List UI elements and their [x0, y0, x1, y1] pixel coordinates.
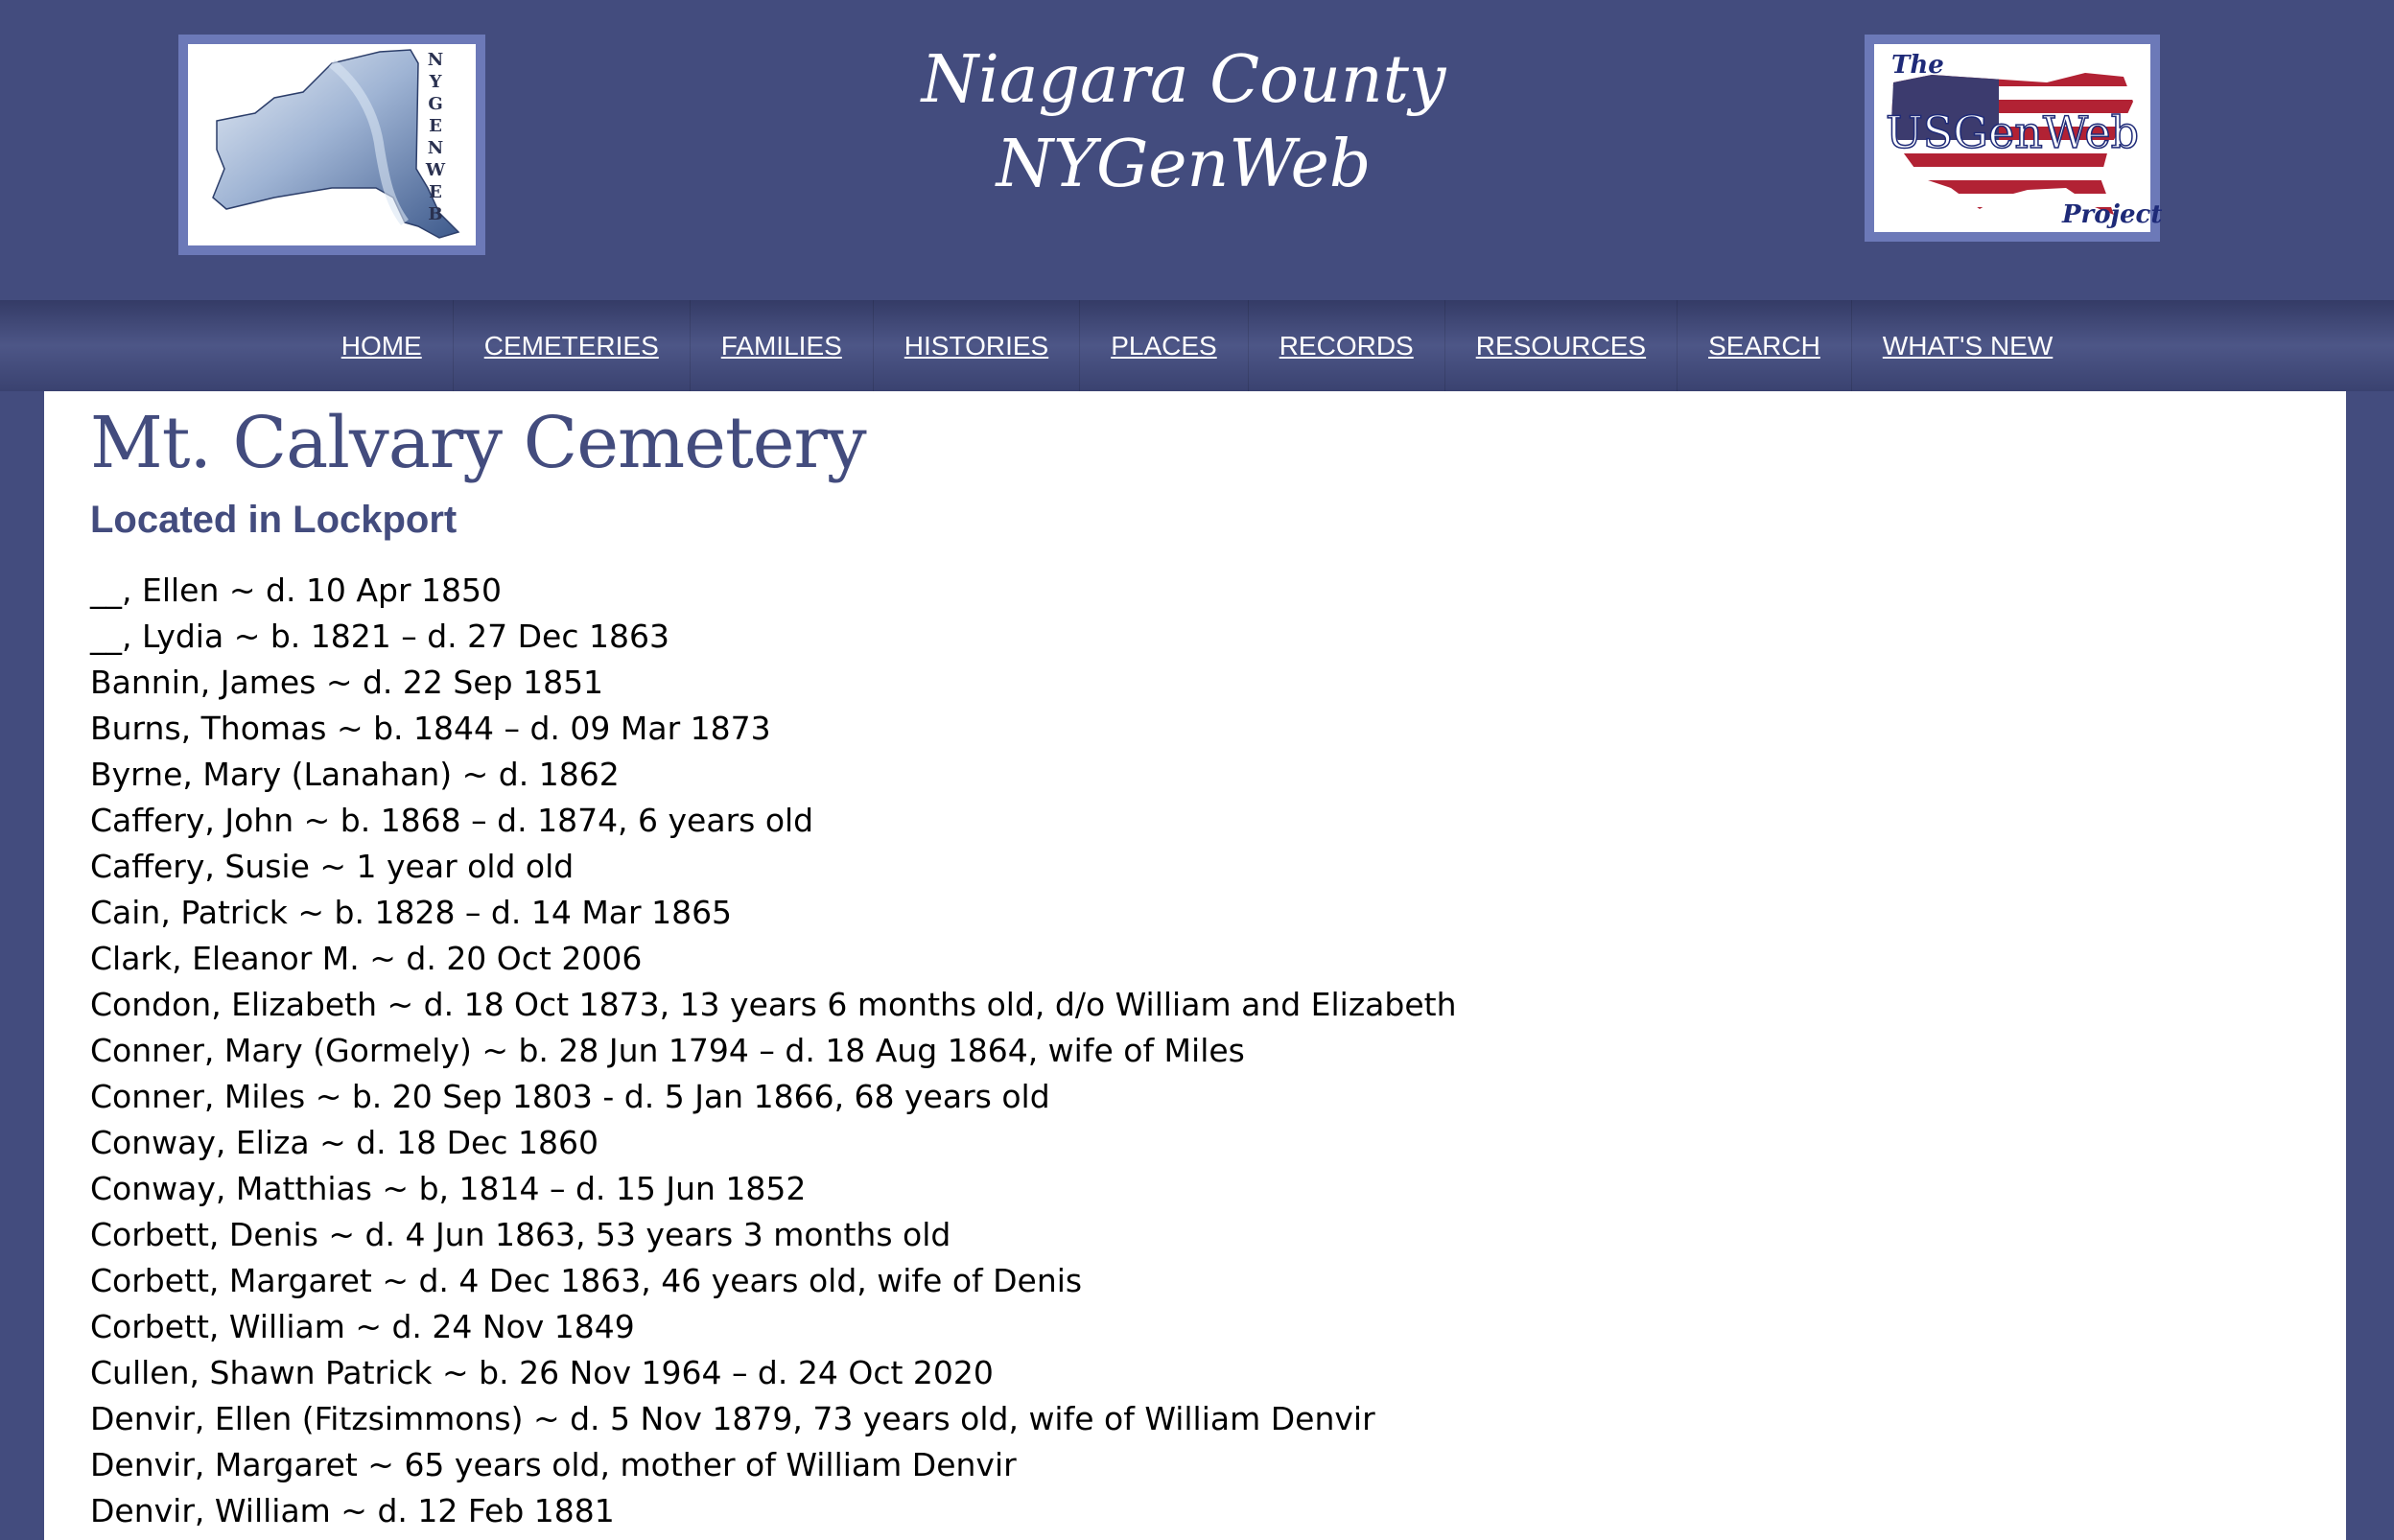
burial-entry: Condon, Elizabeth ~ d. 18 Oct 1873, 13 years 6 months old, d/o William and Elizabeth — [90, 986, 1457, 1023]
site-title — [671, 38, 1696, 207]
burial-entry: __, Lydia ~ b. 1821 – d. 27 Dec 1863 — [90, 618, 669, 655]
burial-entry: Corbett, William ~ d. 24 Nov 1849 — [90, 1308, 635, 1345]
nav-home[interactable]: HOME — [340, 331, 422, 361]
nav-cemeteries[interactable]: CEMETERIES — [453, 300, 690, 391]
usgenweb-logo-link[interactable] — [1865, 35, 2163, 242]
burial-entry: Conner, Mary (Gormely) ~ b. 28 Jun 1794 – d. 18 Aug 1864, wife of Miles — [90, 1032, 1245, 1069]
usgenweb-logo — [1874, 44, 2163, 232]
page-subtitle: Located in Lockport — [90, 499, 458, 541]
nav-whats-new[interactable]: WHAT'S NEW — [1851, 300, 2083, 391]
burial-list — [90, 568, 1457, 1534]
svg-text:B: B — [428, 204, 443, 224]
usgenweb-logo-the: The — [1891, 51, 1944, 80]
burial-entry: __, Ellen ~ d. 10 Apr 1850 — [90, 572, 502, 609]
burial-entry: Clark, Eleanor M. ~ d. 20 Oct 2006 — [90, 940, 643, 977]
svg-text:E: E — [429, 116, 442, 136]
nav-search[interactable]: SEARCH — [1677, 300, 1851, 391]
nav-resources[interactable]: RESOURCES — [1444, 300, 1677, 391]
svg-text:W: W — [425, 160, 446, 180]
svg-text:G: G — [428, 94, 443, 114]
burial-entry: Corbett, Margaret ~ d. 4 Dec 1863, 46 years old, wife of Denis — [90, 1262, 1083, 1299]
burial-entry: Corbett, Denis ~ d. 4 Jun 1863, 53 years 3 months old — [90, 1216, 951, 1253]
burial-entry: Burns, Thomas ~ b. 1844 – d. 09 Mar 1873 — [90, 710, 771, 747]
nygenweb-logo — [188, 44, 476, 245]
page-title: Mt. Calvary Cemetery — [90, 402, 866, 484]
usgenweb-flag-map-graphic — [1874, 44, 2163, 232]
nav-records[interactable]: RECORDS — [1248, 300, 1444, 391]
burial-entry: Cullen, Shawn Patrick ~ b. 26 Nov 1964 – d. 24 Oct 2020 — [90, 1354, 994, 1391]
usgenweb-logo-project: Project — [2062, 200, 2163, 229]
main-nav-bar — [0, 300, 2394, 391]
burial-entry: Conway, Matthias ~ b, 1814 – d. 15 Jun 1852 — [90, 1170, 807, 1207]
site-header — [0, 0, 2394, 300]
burial-entry: Denvir, William ~ d. 12 Feb 1881 — [90, 1492, 615, 1529]
burial-entry: Conway, Eliza ~ d. 18 Dec 1860 — [90, 1124, 598, 1161]
site-title-line2: NYGenWeb — [996, 127, 1372, 202]
svg-text:E: E — [429, 182, 442, 202]
nav-families[interactable]: FAMILIES — [690, 300, 873, 391]
burial-entry: Denvir, Margaret ~ 65 years old, mother of William Denvir — [90, 1446, 1017, 1483]
main-nav — [0, 300, 2394, 391]
burial-entry: Caffery, John ~ b. 1868 – d. 1874, 6 years old — [90, 802, 814, 839]
nav-places[interactable]: PLACES — [1079, 300, 1248, 391]
nygenweb-map-graphic — [188, 44, 476, 245]
burial-entry: Caffery, Susie ~ 1 year old old — [90, 848, 575, 885]
main-content — [44, 391, 2346, 1540]
nygenweb-logo-link[interactable] — [178, 35, 485, 255]
site-title-line1: Niagara County — [921, 42, 1446, 118]
nygenweb-logo-letters — [425, 50, 446, 224]
svg-text:Y: Y — [429, 72, 442, 92]
svg-text:N: N — [427, 138, 444, 158]
burial-entry: Byrne, Mary (Lanahan) ~ d. 1862 — [90, 756, 620, 793]
burial-entry: Cain, Patrick ~ b. 1828 – d. 14 Mar 1865 — [90, 894, 733, 931]
usgenweb-logo-name: USGenWeb — [1885, 106, 2140, 158]
nav-histories[interactable]: HISTORIES — [873, 300, 1079, 391]
burial-entry: Conner, Miles ~ b. 20 Sep 1803 - d. 5 Jan 1866, 68 years old — [90, 1078, 1050, 1115]
svg-text:N: N — [427, 50, 444, 70]
burial-entry: Bannin, James ~ d. 22 Sep 1851 — [90, 664, 604, 701]
burial-entry: Denvir, Ellen (Fitzsimmons) ~ d. 5 Nov 1879, 73 years old, wife of William Denvir — [90, 1400, 1375, 1437]
